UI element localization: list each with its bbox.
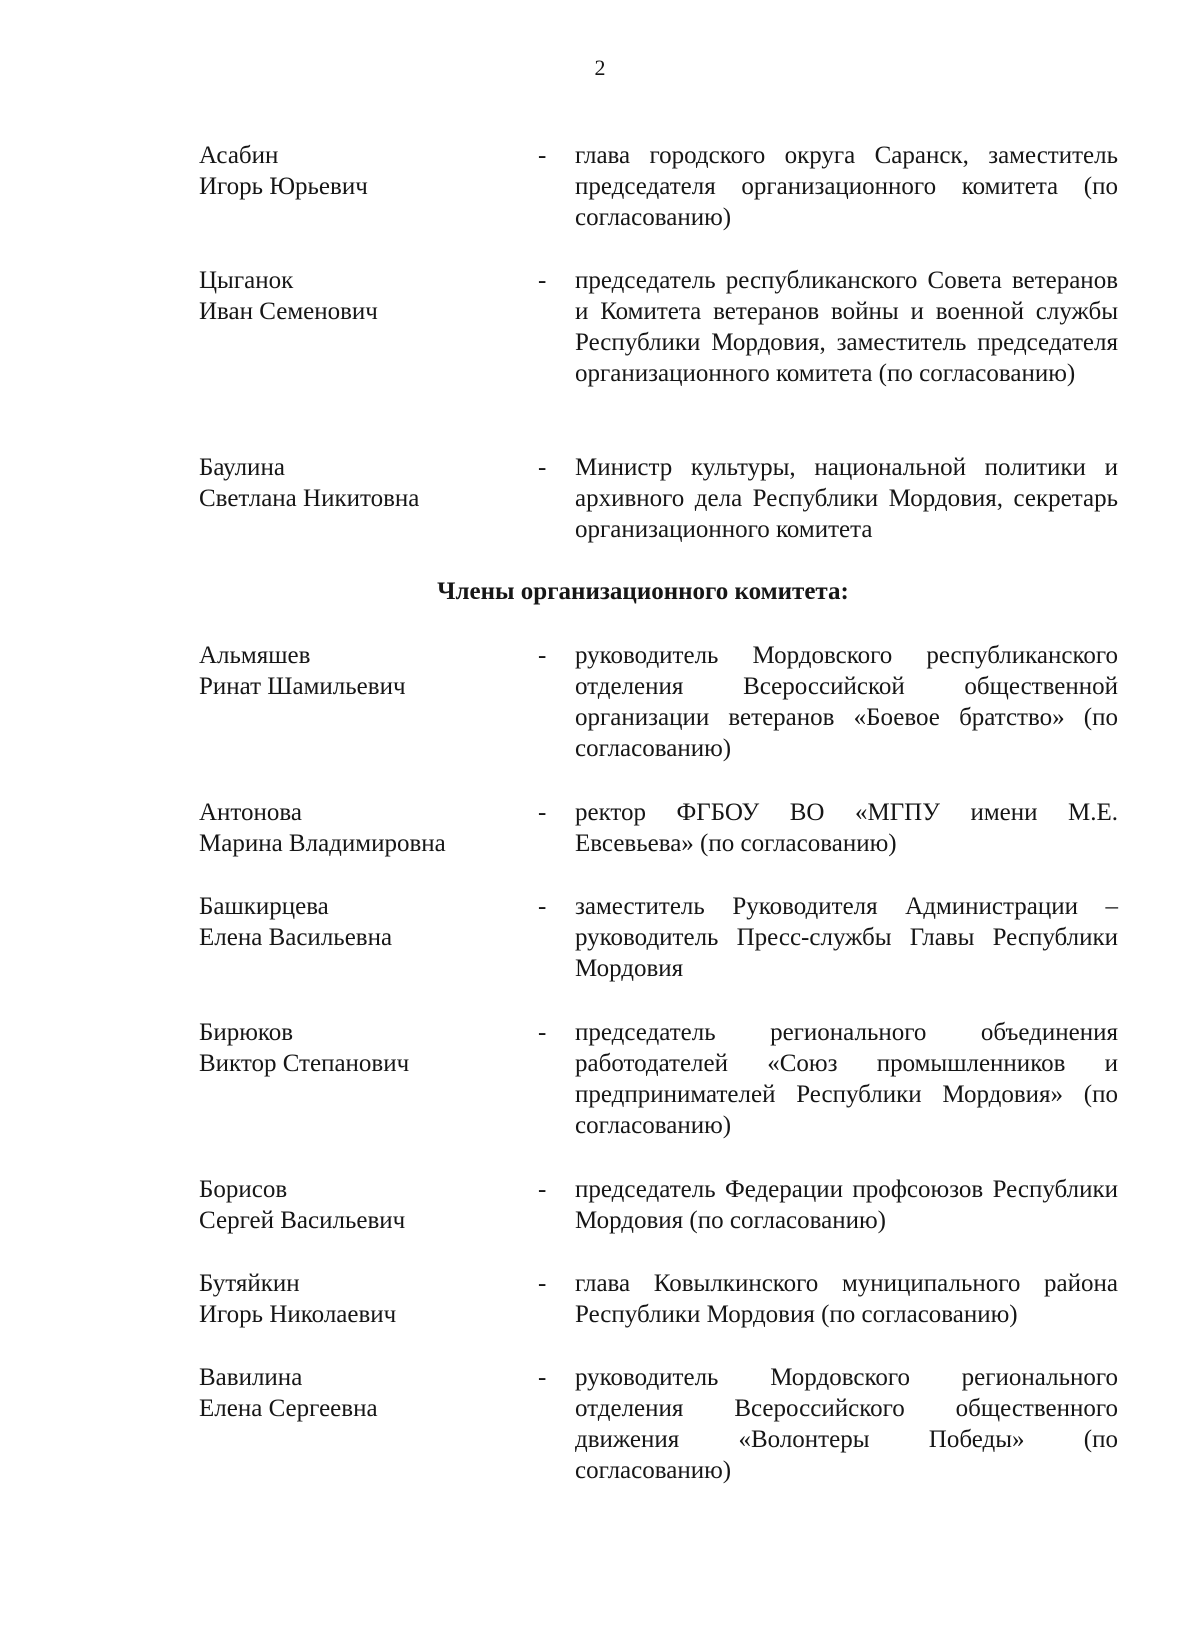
person-role: председатель республиканского Совета ветеранов и Комитета ветеранов войны и военной службы Республики Мордовия, заместитель председателя организационного комитета (по согласованию): [575, 267, 1118, 387]
person-name: [199, 640, 519, 702]
person-surname: Бирюков: [199, 1019, 294, 1046]
person-name: [199, 1017, 519, 1079]
person-name: [199, 1362, 519, 1424]
entry-dash: -: [538, 267, 547, 294]
person-given-names: Игорь Юрьевич: [199, 173, 368, 200]
person-surname: Антонова: [199, 799, 302, 826]
entry-dash: -: [538, 1176, 547, 1203]
person-role: Министр культуры, национальной политики и архивного дела Республики Мордовия, секретарь организационного комитета: [575, 454, 1118, 543]
person-surname: Баулина: [199, 454, 285, 481]
members-heading: Члены организационного комитета:: [437, 578, 849, 605]
person-name: [199, 140, 519, 202]
person-given-names: Марина Владимировна: [199, 830, 446, 857]
person-surname: Башкирцева: [199, 893, 329, 920]
person-given-names: Игорь Николаевич: [199, 1301, 397, 1328]
person-surname: Асабин: [199, 142, 279, 169]
person-role: заместитель Руководителя Администрации – руководитель Пресс-службы Главы Республики Мордовия: [575, 893, 1118, 982]
person-role: председатель Федерации профсоюзов Республики Мордовия (по согласованию): [575, 1176, 1118, 1234]
person-surname: Вавилина: [199, 1364, 303, 1391]
person-surname: Цыганок: [199, 267, 294, 294]
person-given-names: Сергей Васильевич: [199, 1207, 406, 1234]
person-name: [199, 1174, 519, 1236]
entry-dash: -: [538, 1270, 547, 1297]
person-surname: Альмяшев: [199, 642, 311, 669]
person-given-names: Ринат Шамильевич: [199, 673, 406, 700]
person-role: руководитель Мордовского республиканского отделения Всероссийской общественной организации ветеранов «Боевое братство» (по согласованию): [575, 642, 1118, 762]
person-name: [199, 797, 519, 859]
person-name: [199, 891, 519, 953]
entry-dash: -: [538, 799, 547, 826]
entry-dash: -: [538, 893, 547, 920]
person-role: ректор ФГБОУ ВО «МГПУ имени М.Е. Евсевьева» (по согласованию): [575, 799, 1118, 857]
person-given-names: Елена Сергеевна: [199, 1395, 378, 1422]
entry-dash: -: [538, 642, 547, 669]
person-role: глава Ковылкинского муниципального района Республики Мордовия (по согласованию): [575, 1270, 1118, 1328]
person-role: председатель регионального объединения работодателей «Союз промышленников и предпринимателей Республики Мордовия» (по согласованию): [575, 1019, 1118, 1139]
entry-dash: -: [538, 454, 547, 481]
page-number: 2: [594, 55, 606, 80]
person-given-names: Светлана Никитовна: [199, 485, 420, 512]
person-surname: Бутяйкин: [199, 1270, 300, 1297]
person-role: руководитель Мордовского регионального отделения Всероссийского общественного движения «Волонтеры Победы» (по согласованию): [575, 1364, 1118, 1484]
person-name: [199, 1268, 519, 1330]
entry-dash: -: [538, 142, 547, 169]
entry-dash: -: [538, 1019, 547, 1046]
entry-dash: -: [538, 1364, 547, 1391]
person-given-names: Виктор Степанович: [199, 1050, 410, 1077]
person-role: глава городского округа Саранск, заместитель председателя организационного комитета (по согласованию): [575, 142, 1118, 231]
person-name: [199, 452, 519, 514]
person-given-names: Иван Семенович: [199, 298, 378, 325]
person-name: [199, 265, 519, 327]
person-given-names: Елена Васильевна: [199, 924, 393, 951]
person-surname: Борисов: [199, 1176, 288, 1203]
